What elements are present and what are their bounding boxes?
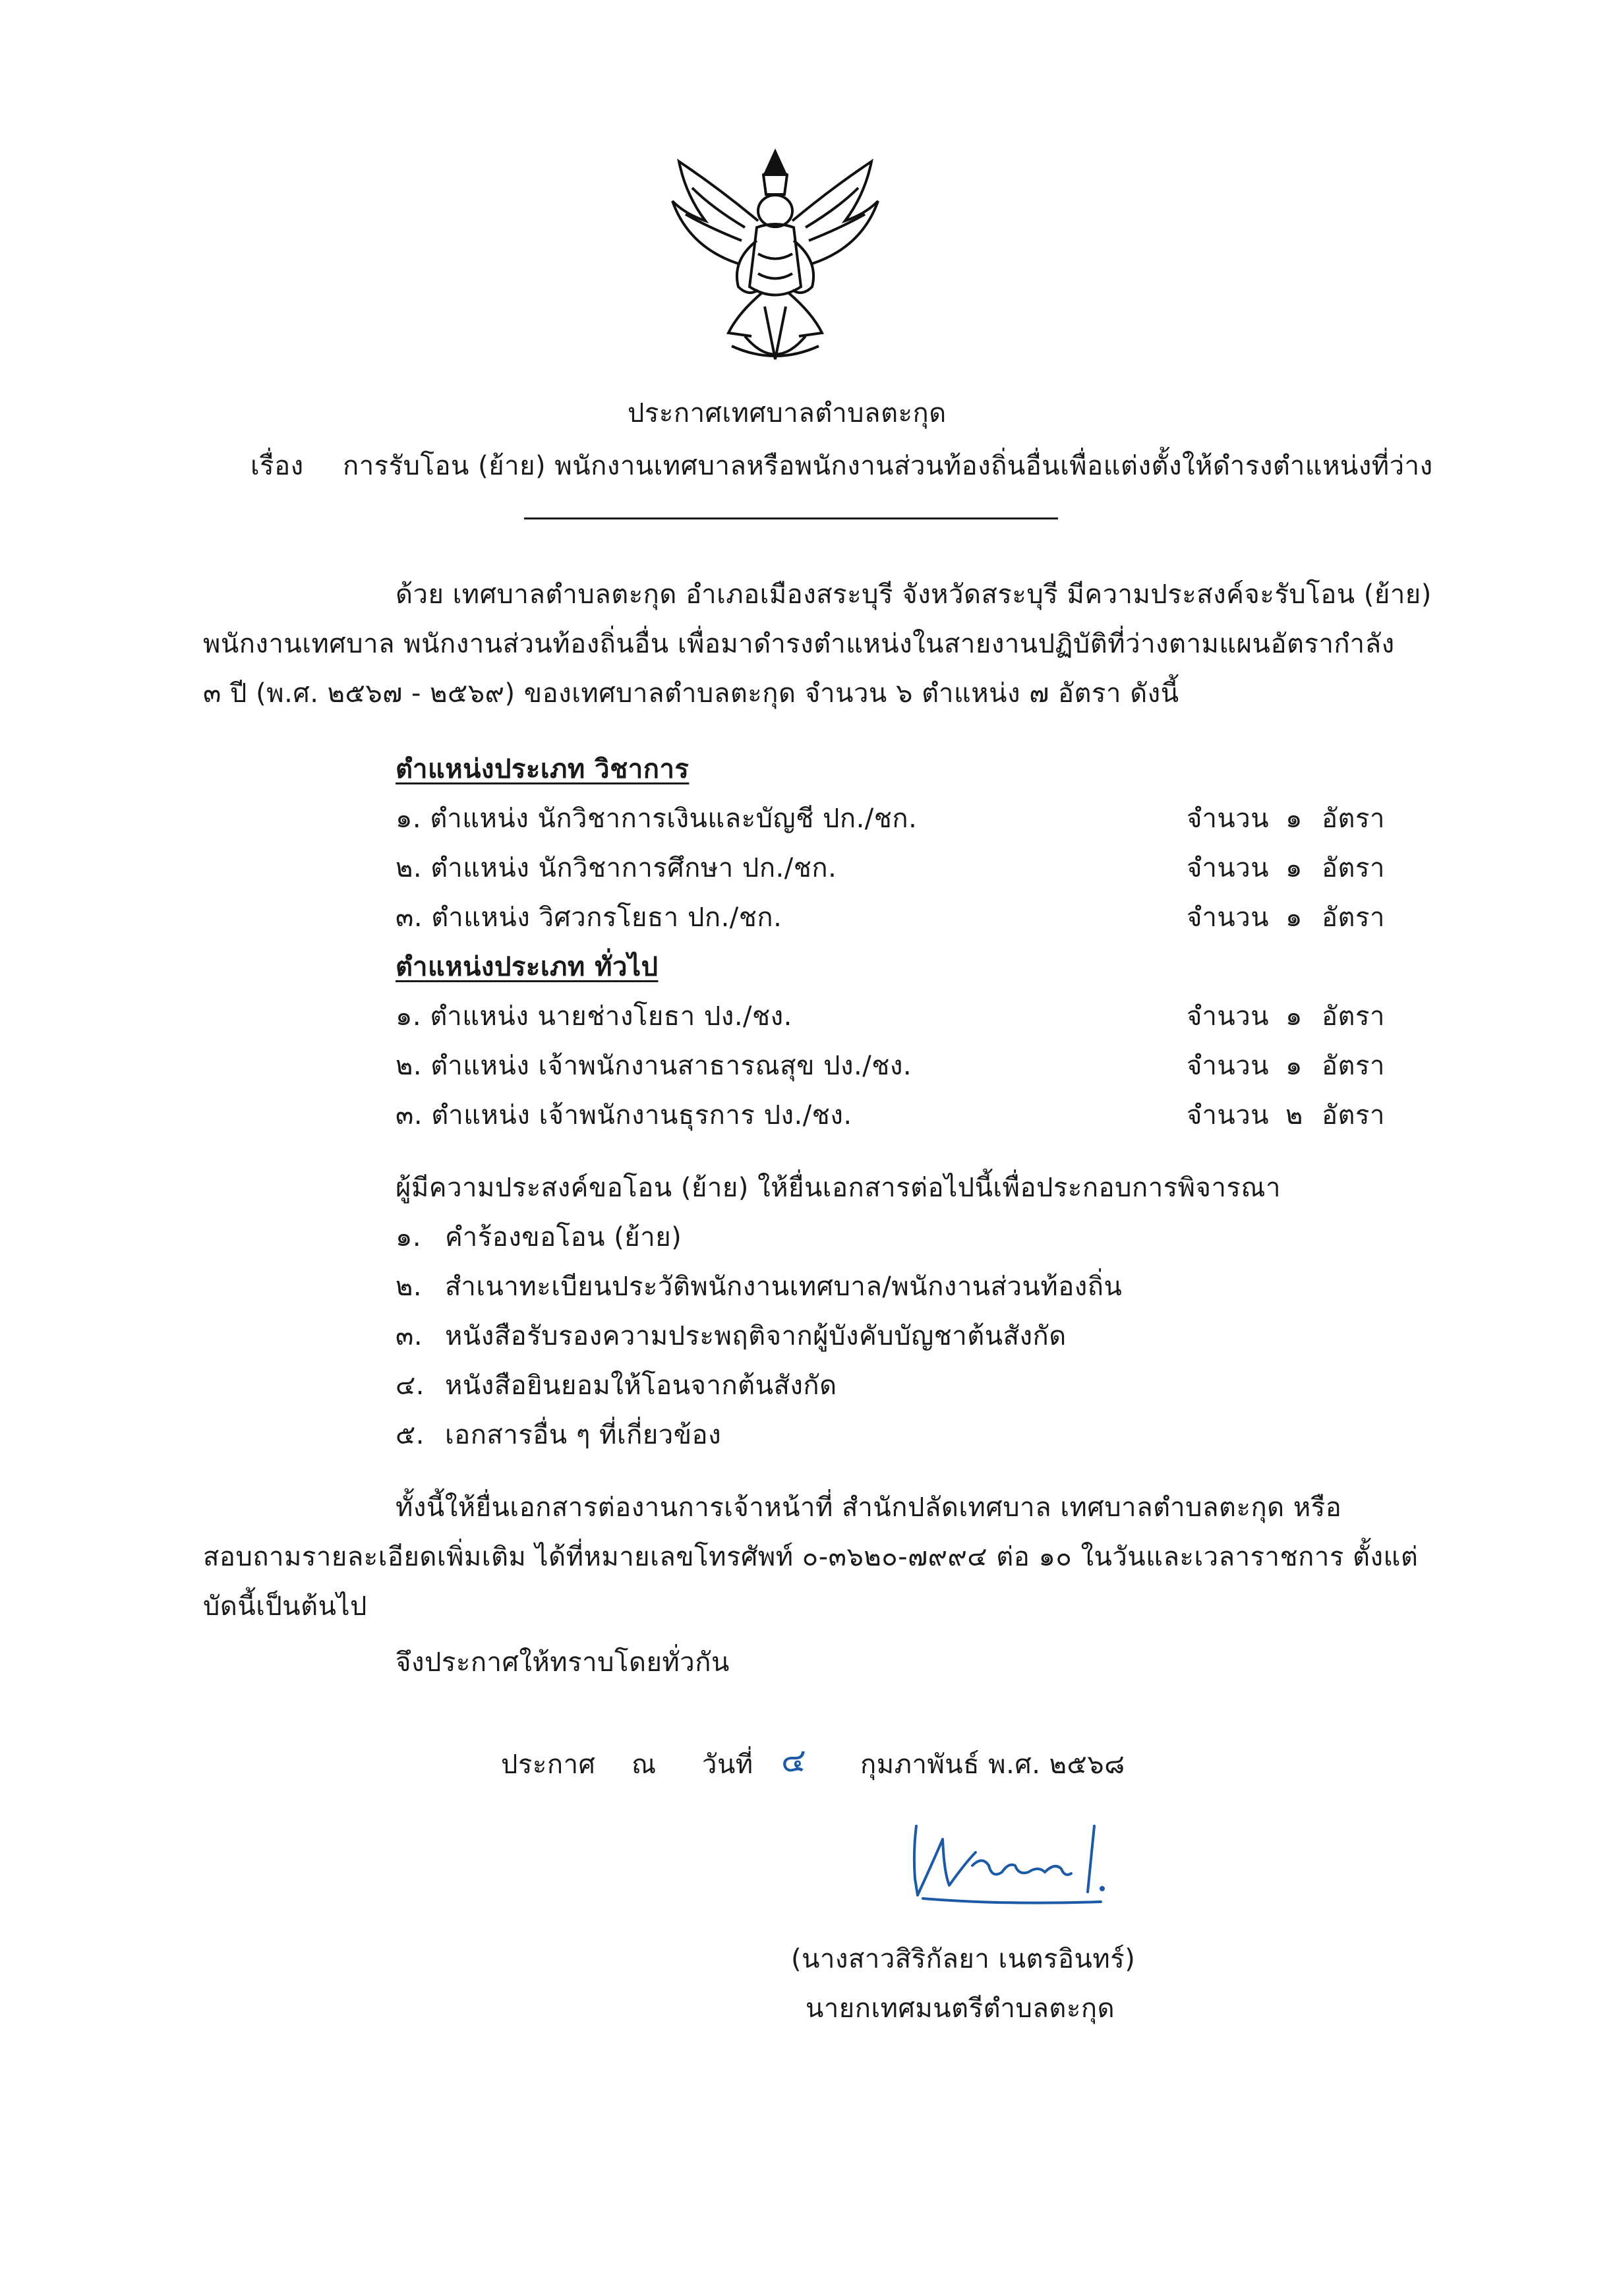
signatory-title: นายกเทศมนตรีตำบลตะกุด [806, 1993, 1115, 2024]
group-title-general: ตำแหน่งประเภท ทั่วไป [396, 952, 659, 982]
document-item: หนังสือยินยอมให้โอนจากต้นสังกัด [445, 1370, 837, 1401]
document-item-num: ๓. [396, 1321, 423, 1351]
garuda-emblem-icon [666, 148, 885, 372]
submission-line-3: บัดนี้เป็นต้นไป [203, 1591, 367, 1622]
submission-line-2: สอบถามรายละเอียดเพิ่มเติม ได้ที่หมายเลขโทรศัพท์ ๐-๓๖๒๐-๗๙๙๔ ต่อ ๑๐ ในวันและเวลาราชการ ตั้งแต่ [203, 1542, 1419, 1572]
position-qty-label: จำนวน [1187, 1051, 1270, 1081]
position-qty: ๑ [1285, 804, 1303, 834]
date-day-handwritten: ๔ [781, 1741, 807, 1779]
position-qty: ๑ [1285, 853, 1303, 883]
position-unit: อัตรา [1322, 902, 1385, 933]
document-item: คำร้องขอโอน (ย้าย) [445, 1222, 682, 1252]
document-item: สำเนาทะเบียนประวัติพนักงานเทศบาล/พนักงานส่วนท้องถิ่น [445, 1272, 1123, 1302]
position-item: ๑. ตำแหน่ง นักวิชาการเงินและบัญชี ปก./ชก. [396, 804, 918, 834]
signature-icon [903, 1800, 1127, 1912]
position-item: ๓. ตำแหน่ง เจ้าพนักงานธุรการ ปง./ชง. [396, 1100, 852, 1131]
position-unit: อัตรา [1322, 1100, 1385, 1131]
document-item: เอกสารอื่น ๆ ที่เกี่ยวข้อง [445, 1420, 722, 1450]
signatory-name: (นางสาวสิริกัลยา เนตรอินทร์) [791, 1944, 1136, 1974]
position-unit: อัตรา [1322, 804, 1385, 834]
position-qty-label: จำนวน [1187, 853, 1270, 883]
date-announced: ประกาศ [501, 1750, 596, 1780]
position-qty: ๑ [1285, 1051, 1303, 1081]
submission-line-1: ทั้งนี้ให้ยื่นเอกสารต่องานการเจ้าหน้าที่ สำนักปลัดเทศบาล เทศบาลตำบลตะกุด หรือ [396, 1492, 1342, 1523]
subject-text: การรับโอน (ย้าย) พนักงานเทศบาลหรือพนักงานส่วนท้องถิ่นอื่นเพื่อแต่งตั้งให้ดำรงตำแหน่งที่ว่าง [343, 451, 1433, 481]
intro-line-1: ด้วย เทศบาลตำบลตะกุด อำเภอเมืองสระบุรี จังหวัดสระบุรี มีความประสงค์จะรับโอน (ย้าย) [396, 579, 1432, 610]
issuer-title: ประกาศเทศบาลตำบลตะกุด [628, 398, 947, 428]
date-month-year: กุมภาพันธ์ พ.ศ. ๒๕๖๘ [860, 1750, 1125, 1780]
date-at: ณ [632, 1750, 657, 1780]
position-item: ๑. ตำแหน่ง นายช่างโยธา ปง./ชง. [396, 1001, 792, 1032]
documents-intro: ผู้มีความประสงค์ขอโอน (ย้าย) ให้ยื่นเอกสารต่อไปนี้เพื่อประกอบการพิจารณา [396, 1173, 1281, 1203]
document-item-num: ๔. [396, 1370, 425, 1401]
position-item: ๒. ตำแหน่ง เจ้าพนักงานสาธารณสุข ปง./ชง. [396, 1051, 912, 1081]
position-qty-label: จำนวน [1187, 902, 1270, 933]
position-qty-label: จำนวน [1187, 804, 1270, 834]
position-unit: อัตรา [1322, 1001, 1385, 1032]
position-item: ๒. ตำแหน่ง นักวิชาการศึกษา ปก./ชก. [396, 853, 837, 883]
intro-line-3: ๓ ปี (พ.ศ. ๒๕๖๗ - ๒๕๖๙) ของเทศบาลตำบลตะกุด จำนวน ๖ ตำแหน่ง ๗ อัตรา ดังนี้ [203, 678, 1179, 709]
intro-line-2: พนักงานเทศบาล พนักงานส่วนท้องถิ่นอื่น เพื่อมาดำรงตำแหน่งในสายงานปฏิบัติที่ว่างตามแผนอัตรากำลัง [203, 629, 1395, 659]
position-qty-label: จำนวน [1187, 1100, 1270, 1131]
closing-statement: จึงประกาศให้ทราบโดยทั่วกัน [396, 1647, 730, 1678]
date-day-label: วันที่ [702, 1750, 753, 1780]
document-item-num: ๒. [396, 1272, 423, 1302]
position-unit: อัตรา [1322, 853, 1385, 883]
position-qty-label: จำนวน [1187, 1001, 1270, 1032]
header-divider [524, 517, 1058, 519]
position-qty: ๑ [1285, 1001, 1303, 1032]
document-item: หนังสือรับรองความประพฤติจากผู้บังคับบัญชาต้นสังกัด [445, 1321, 1067, 1351]
position-item: ๓. ตำแหน่ง วิศวกรโยธา ปก./ชก. [396, 902, 782, 933]
position-qty: ๑ [1285, 902, 1303, 933]
position-qty: ๒ [1285, 1100, 1303, 1131]
document-item-num: ๑. [396, 1222, 422, 1252]
subject-label: เรื่อง [250, 451, 304, 481]
group-title-academic: ตำแหน่งประเภท วิชาการ [396, 754, 690, 784]
position-unit: อัตรา [1322, 1051, 1385, 1081]
document-item-num: ๕. [396, 1420, 425, 1450]
